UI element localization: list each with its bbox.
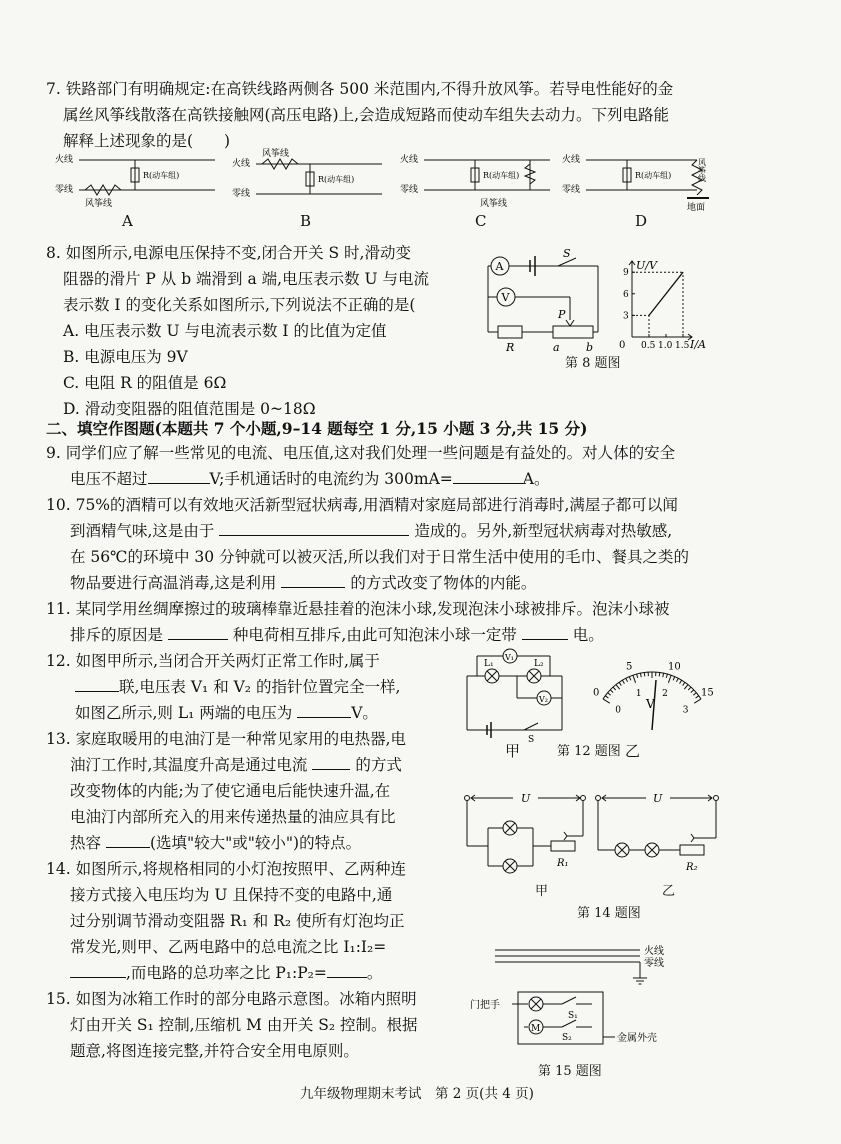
svg-text:R(动车组): R(动车组) <box>635 171 672 180</box>
svg-text:零线: 零线 <box>562 185 581 195</box>
svg-text:L₂: L₂ <box>534 659 544 669</box>
q14-jia-label: 甲 <box>535 884 549 899</box>
q8-option-d: D. 滑动变阻器的阻值范围是 0~18Ω <box>63 400 316 418</box>
svg-text:V: V <box>501 291 510 304</box>
q11-line-2: 排斥的原因是 种电荷相互排斥,由此可知泡沫小球一定带 电。 <box>70 622 604 648</box>
q12-yi-label: 乙 <box>625 742 641 760</box>
q14-line-1: 14. 如图所示,将规格相同的小灯泡按照甲、乙两种连 <box>46 860 407 878</box>
dial-tick <box>626 678 628 682</box>
dial-tick <box>668 675 671 683</box>
q8-option-b: B. 电源电压为 9V <box>63 348 188 366</box>
q13-blank-2[interactable] <box>106 831 150 848</box>
q7-line-2: 属丝风筝线散落在高铁接触网(高压电路)上,会造成短路而使动车组失去动力。下列电路能 <box>63 106 670 124</box>
dial-tick <box>688 687 691 690</box>
q10-line-1: 10. 75%的酒精可以有效地灭活新型冠状病毒,用酒精对家庭局部进行消毒时,满屋子都可以闻 <box>46 496 678 514</box>
q9-blank-1[interactable] <box>148 467 210 484</box>
q14-line-4: 常发光,则甲、乙两电路中的总电流之比 I₁:I₂= <box>70 938 387 956</box>
q8-option-a: A. 电压表示数 U 与电流表示数 I 的比值为定值 <box>63 322 387 340</box>
q15-line-3: 题意,将图连接完整,并符合安全用电原则。 <box>70 1042 359 1060</box>
dial-tick <box>640 673 641 677</box>
dial-tick <box>663 673 664 677</box>
svg-text:U: U <box>521 792 531 805</box>
svg-text:R: R <box>506 341 515 354</box>
q10-line-4: 物品要进行高温消毒,这是利用 的方式改变了物体的内能。 <box>70 570 536 596</box>
q7-option-d: D <box>635 212 648 230</box>
dial-tick <box>637 674 638 678</box>
q7-option-b-circuit <box>232 150 392 210</box>
q8-caption: 第 8 题图 <box>565 356 621 371</box>
resistor-R <box>498 326 522 338</box>
dial-tick <box>683 682 685 685</box>
svg-text:R(动车组): R(动车组) <box>318 175 355 184</box>
dial-tick <box>613 687 616 690</box>
q14-line-3: 过分别调节滑动变阻器 R₁ 和 R₂ 使所有灯泡均正 <box>70 912 405 930</box>
q14-caption: 第 14 题图 <box>577 906 641 921</box>
svg-text:火线: 火线 <box>562 155 581 165</box>
svg-text:L₁: L₁ <box>484 659 494 669</box>
svg-text:b: b <box>586 341 594 354</box>
q11-blank-2[interactable] <box>522 623 568 640</box>
dial-tick <box>673 677 675 681</box>
dial-top-label: 10 <box>668 661 681 673</box>
q13-line-3: 改变物体的内能;为了使它通电后能快速升温,在 <box>70 782 391 800</box>
q15-line-1: 15. 如图为冰箱工作时的部分电路示意图。冰箱内照明 <box>46 990 417 1008</box>
q7-line-3: 解释上述现象的是( ) <box>63 132 231 150</box>
q12-blank-1[interactable] <box>75 675 119 692</box>
dial-tick <box>622 680 624 683</box>
q8-ui-graph <box>619 255 706 351</box>
svg-text:风筝线: 风筝线 <box>480 199 508 209</box>
svg-text:金属外壳: 金属外壳 <box>617 1033 657 1044</box>
svg-text:S: S <box>528 735 535 745</box>
svg-text:S₁: S₁ <box>568 1011 578 1021</box>
q14-blank-2[interactable] <box>327 961 367 978</box>
dial-tick <box>680 680 682 683</box>
dial-tick <box>610 690 613 693</box>
y-tick-label-1: 6 <box>623 289 629 300</box>
svg-text:火线: 火线 <box>644 946 664 957</box>
svg-text:V: V <box>646 697 655 711</box>
q14-circuit-jia <box>463 790 588 885</box>
q13-line-1: 13. 家庭取暖用的电油汀是一种常见家用的电热器,电 <box>46 730 407 748</box>
dial-tick <box>603 699 610 703</box>
q7-option-d-circuit <box>562 150 732 213</box>
svg-text:零线: 零线 <box>232 189 251 199</box>
svg-text:A: A <box>495 260 504 273</box>
dial-tick <box>619 682 621 685</box>
dial-tick <box>605 696 608 698</box>
q11-line-1: 11. 某同学用丝绸摩擦过的玻璃棒靠近悬挂着的泡沫小球,发现泡沫小球被排斥。泡沫小球被 <box>46 600 670 618</box>
q7-option-b: B <box>300 212 312 230</box>
svg-text:U: U <box>653 792 663 805</box>
x-tick-label-1: 0.5 <box>641 341 656 351</box>
graph-origin: 0 <box>619 340 626 351</box>
q12-voltmeter-dial <box>582 650 722 720</box>
q13-line-2: 油汀工作时,其温度升高是通过电流 的方式 <box>70 752 402 778</box>
svg-text:R(动车组): R(动车组) <box>483 171 520 180</box>
section-2-title: 二、填空作图题(本题共 7 个小题,9–14 题每空 1 分,15 小题 3 分,共 15 分) <box>46 419 588 438</box>
dial-bottom-label: 0 <box>615 705 621 716</box>
dial-tick <box>659 673 660 677</box>
svg-text:S₂: S₂ <box>562 1033 572 1043</box>
q13-blank-1[interactable] <box>312 753 350 770</box>
dial-tick <box>691 690 694 693</box>
q12-jia-label: 甲 <box>505 742 521 760</box>
q8-stem-2: 阻器的滑片 P 从 b 端滑到 a 端,电压表示数 U 与电流 <box>63 270 429 288</box>
q9-line-1: 9. 同学们应了解一些常见的电流、电压值,这对我们处理一些问题是有益处的。对人体的安全 <box>46 444 676 462</box>
q12-caption: 第 12 题图 <box>557 744 621 759</box>
svg-text:a: a <box>553 341 560 354</box>
svg-text:零线: 零线 <box>400 185 419 195</box>
a-kite-label: 风筝线 <box>85 199 113 209</box>
q8-circuit <box>468 247 618 354</box>
q12-line-1: 12. 如图甲所示,当闭合开关两灯正常工作时,属于 <box>46 652 380 670</box>
y-tick-label-0: 3 <box>623 311 629 322</box>
svg-text:门把手: 门把手 <box>470 1000 500 1011</box>
q15-fridge-circuit <box>470 942 700 1057</box>
q11-blank-1[interactable] <box>168 623 228 640</box>
q7-option-a-circuit <box>55 150 225 210</box>
svg-text:地面: 地面 <box>687 203 706 213</box>
page-footer: 九年级物理期末考试 第 2 页(共 4 页) <box>300 1086 534 1102</box>
q8-option-c: C. 电阻 R 的阻值是 6Ω <box>63 374 227 392</box>
q13-line-4: 电油汀内部所充入的用来传递热量的油应具有比 <box>70 808 396 826</box>
q13-line-5: 热容 (选填"较大"或"较小")的特点。 <box>70 830 361 856</box>
a-live-label: 火线 <box>55 155 74 165</box>
svg-text:火线: 火线 <box>400 155 419 165</box>
q10-blank-1[interactable] <box>219 519 409 536</box>
x-tick-label-3: 1.5 <box>675 341 690 351</box>
q10-line-3: 在 56℃的环境中 30 分钟就可以被灭活,所以我们对于日常生活中使用的毛巾、餐具之类的 <box>70 548 689 566</box>
svg-text:火线: 火线 <box>232 159 251 169</box>
dial-bottom-label: 2 <box>662 689 668 700</box>
dial-tick <box>633 675 636 683</box>
dial-tick <box>693 693 696 696</box>
q14-circuit-yi <box>594 790 724 885</box>
dial-top-label: 5 <box>625 661 633 673</box>
q10-blank-2[interactable] <box>281 571 345 588</box>
dial-tick <box>608 693 611 696</box>
svg-text:风筝线: 风筝线 <box>262 149 290 159</box>
svg-text:R₁: R₁ <box>557 858 569 869</box>
dial-bottom-label: 1 <box>635 689 642 700</box>
q7-option-c: C <box>475 212 487 230</box>
svg-text:V₁: V₁ <box>505 653 514 662</box>
graph-y-label: U/V <box>636 259 657 272</box>
q12-blank-2[interactable] <box>297 701 351 718</box>
a-neutral-label: 零线 <box>55 185 74 195</box>
dial-bottom-label: 3 <box>682 705 689 716</box>
q8-stem-1: 8. 如图所示,电源电压保持不变,闭合开关 S 时,滑动变 <box>46 244 411 262</box>
svg-text:V₂: V₂ <box>539 695 548 704</box>
a-load-label: R(动车组) <box>143 171 180 180</box>
svg-text:零线: 零线 <box>644 958 664 969</box>
dial-tick <box>684 685 688 690</box>
q7-option-a: A <box>122 212 133 230</box>
q10-line-2: 到酒精气味,这是由于 造成的。另外,新型冠状病毒对热敏感, <box>70 518 672 544</box>
dial-tick <box>694 699 701 703</box>
rheostat <box>553 326 593 338</box>
series-line <box>649 272 683 315</box>
svg-text:风筝线: 风筝线 <box>697 158 707 182</box>
q12-line-2: 联,电压表 V₁ 和 V₂ 的指针位置完全一样, <box>75 674 400 700</box>
q14-line-2: 接方式接入电压均为 U 且保持不变的电路中,通 <box>70 886 393 904</box>
q15-caption: 第 15 题图 <box>538 1064 602 1079</box>
svg-text:S: S <box>563 247 571 260</box>
dial-tick <box>696 696 699 698</box>
q14-yi-label: 乙 <box>662 884 676 899</box>
x-tick-label-2: 1.0 <box>658 341 673 351</box>
q12-circuit-jia <box>462 648 572 743</box>
y-tick-label-2: 9 <box>623 268 629 279</box>
q15-line-2: 灯由开关 S₁ 控制,压缩机 M 由开关 S₂ 控制。根据 <box>70 1016 418 1034</box>
svg-text:P: P <box>558 308 566 321</box>
dial-top-label: 15 <box>701 687 714 699</box>
q7-option-c-circuit <box>400 150 560 210</box>
dial-tick <box>644 673 645 677</box>
q12-line-3: 如图乙所示,则 L₁ 两端的电压为 V。 <box>75 700 378 726</box>
q9-blank-2[interactable] <box>453 467 523 484</box>
q8-stem-3: 表示数 I 的变化关系如图所示,下列说法不正确的是( <box>63 296 416 314</box>
dial-tick <box>616 685 620 690</box>
dial-tick <box>629 677 631 681</box>
q7-line-1: 7. 铁路部门有明确规定:在高铁线路两侧各 500 米范围内,不得升放风筝。若导电性能好的金 <box>46 80 674 98</box>
svg-text:M: M <box>531 1024 541 1034</box>
dial-tick <box>676 678 678 682</box>
q14-blank-1[interactable] <box>70 961 126 978</box>
svg-text:R₂: R₂ <box>686 862 698 873</box>
dial-tick <box>666 674 667 678</box>
dial-top-label: 0 <box>592 687 600 699</box>
q14-line-5: ,而电路的总功率之比 P₁:P₂= 。 <box>70 960 382 986</box>
graph-x-label: I/A <box>690 338 706 351</box>
q9-line-2: 电压不超过 V;手机通话时的电流约为 300mA= A。 <box>70 466 549 492</box>
